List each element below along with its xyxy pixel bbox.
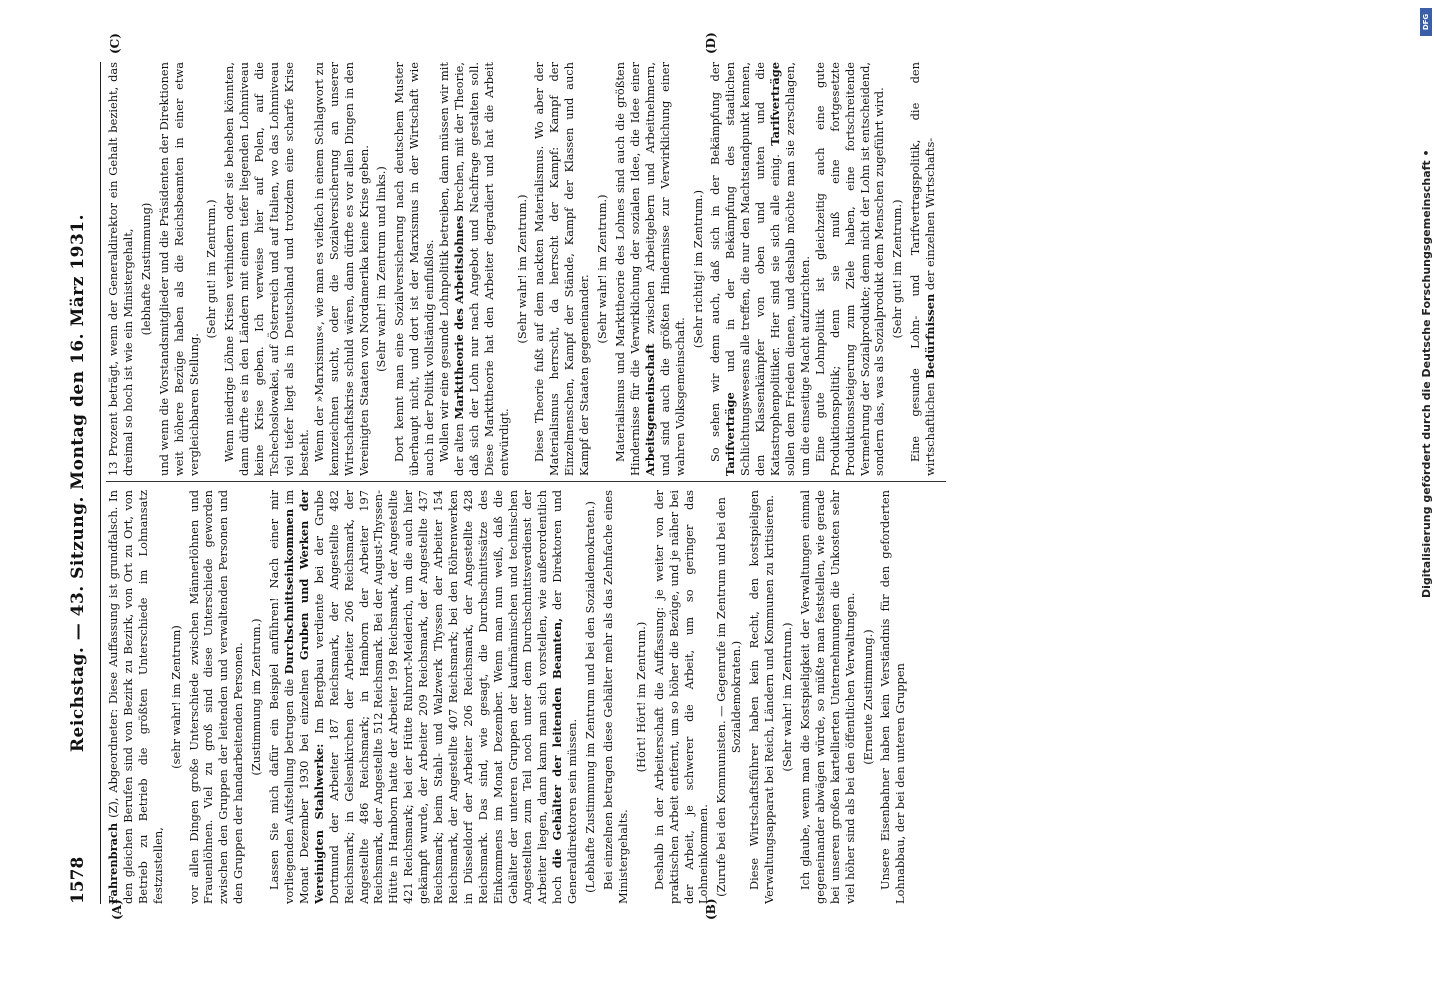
paragraph: Ich glaube, wenn man die Kostspieligkeit der Verwaltungen einmal gegeneinander abwägen würde, so müßte man feststellen, wie gerade bei unseren großen kartellierten Unternehmungen die Unkosten sehr viel höher sind als bei den öffentlichen Verwaltungen. [797,490,857,904]
paragraph-text: und in der Bekämpfung des staatlichen Schlichtungswesens alle treffen, die nur den Machtstandpunkt kennen, den Klassenkämpfer von oben und unten und die Katastrophenpolitiker. Hier sind sie sich alle einig. [723,62,783,476]
paragraph: vor allen Dingen große Unterschiede zwischen Männerlöhnen und Frauenlöhnen. Viel zu groß sind diese Unterschiede geworden zwischen den Gruppen der leitenden und verwaltenden Personen und den Gruppen der handarbeitenden Personen. [186,490,246,904]
interjection: (Sehr wahr! im Zentrum und links.) [374,166,389,372]
paragraph: Bei einzelnen betragen diese Gehälter mehr als das Zehnfache eines Ministergehalts. [601,490,630,904]
interjection: (Hört! Hört! im Zentrum.) [633,621,648,773]
paragraph-text: Lassen Sie mich dafür ein Beispiel anführen! Nach einer mir vorliegenden Aufstellung betrugen die [267,490,296,904]
paragraph-text: im Monat Dezember 1930 bei einzelnen [281,490,311,904]
paragraph [908,62,938,476]
paragraph-text: der Direktoren und Generaldirektoren sein müssen. [550,490,580,904]
interjection: (Zurufe bei den Kommunisten. — Gegenrufe im Zentrum und bei den Sozialdemokraten.) [714,497,744,897]
dfg-logo [1420,8,1432,36]
margin-marker-d: (D) [704,32,718,54]
interjection: (Sehr gut! im Zentrum.) [890,199,905,339]
interjection: (Sehr richtig! im Zentrum.) [690,189,705,349]
interjection: (lebhafte Zustimmung) [138,202,153,336]
page-title: Reichstag. — 43. Sitzung. Montag den 16. März 1931. [68,213,88,753]
digitization-credit: Digitalisierung gefördert durch die Deutsche Forschungsgemeinschaft • [1420,149,1433,598]
interjection: (Erneute Zustimmung.) [860,629,875,765]
interjection: (Sehr wahr! im Zentrum.) [595,194,610,344]
margin-marker-b: (B) [704,898,718,920]
paragraph: und wenn die Vorstandsmitglieder und die Präsidenten der Direktionen weit höhere Bezüge haben als die Reichsbeamten in einer etwa vergleichbaren Stellung. [156,62,201,476]
paragraph: Diese Wirtschaftsführer haben kein Recht, den kostspieligen Verwaltungsapparat bei Reich, Ländern und Kommunen zu kritisieren. [747,490,777,904]
interjection: (Sehr wahr! im Zentrum.) [514,194,529,344]
paragraph: Wenn der »Marxismus«, wie man es vielfach in einem Schlagwort zu kennzeichnen sucht, oder die Sozialversicherung an unserer Wirtschaftskrise schuld wären, dann dürfte es vor allen Dingen in den Vereinigten Staaten von Nordamerika keine Krise geben. [311,62,371,476]
left-column [106,490,946,904]
page-header [66,62,101,904]
paragraph [613,62,688,476]
bold-term: Durchschnittseinkommen [281,508,296,675]
speaker-party: (Z), Abgeordneter: [106,708,120,818]
paragraph-text: So sehen wir denn auch, daß sich in der Bekämpfung der [708,62,723,462]
paragraph [106,490,166,904]
bold-term: Tarifverträge [723,392,738,476]
interjection: (Sehr gut! im Zentrum.) [204,199,219,339]
paragraph: Deshalb in der Arbeiterschaft die Auffassung: je weiter von der praktischen Arbeit entfernt, um so höher die Bezüge, und je näher bei der Arbeit, je schwerer die Arbeit, um so geringer das Lohneinkommen. [651,490,711,904]
paragraph-text: Diese Auffassung ist grundfalsch. In den gleichen Berufen sind von Bezirk zu Bezirk, von Ort zu Ort, von Betrieb zu Betrieb die größten Unterschiede im Lohnansatz festzustellen, [106,490,165,904]
paragraph-text: Materialismus und Markttheorie des Lohnes sind auch die größten Hindernisse für die Verwirklichung der sozialen Idee, die Idee einer [613,62,642,476]
paragraph: Eine gute Lohnpolitik ist gleichzeitig auch eine gute Produktionspolitik; denn sie muß eine fortgesetzte Produktionssteigerung zum Ziele haben, eine fortschreitende Vermehrung der Sozialprodukte; denn nicht der Lohn ist entscheidend, sondern das, was als Sozialprodukt dem Menschen zugeführt wird. [812,62,887,476]
dfg-logo-text: DFG [1422,13,1430,31]
interjection: (sehr wahr! im Zentrum) [168,625,183,769]
speaker-name: Fahrenbrach [106,822,120,904]
column-divider [106,481,946,482]
paragraph-text: Im Bergbau verdiente bei der Grube Dortmund der Arbeiter 187 Reichsmark, der Angestellte 482 Reichsmark; in Gelsenkirchen der Arbeiter 206 Reichsmark, der Angestellte 486 Reichsmark; in Hamborn der Arbeiter 197 Reichsmark, der Angestellte 512 Reichsmark. Bei der August-Thyssen-Hütte in Hamborn hatte der Arbeiter 199 Reichsmark, der Angestellte 421 Reichsmark; bei der Hütte Ruhrort-Meiderich, um die auch hier gekämpft wurde, der Arbeiter 209 Reichsmark, der Angestellte 437 Reichsmark; beim Stahl- und Walzwerk Thyssen der Arbeiter 154 Reichsmark, der Angestellte 407 Reichsmark; bei den Röhrenwerken in Düsseldorf der Arbeiter 206 Reichsmark, der Angestellte 428 Reichsmark. Das sind, wie gesagt, die Durchschnittssätze des Einkommens im Monat Dezember. Wenn man nun weiß, daß die Gehälter der unteren Gruppen der kaufmännischen und technischen Angestellten zum Teil noch unter dem Durchschnittsverdienst der Arbeiter liegen, dann kann man sich vorstellen, wie außerordentlich hoch [311,490,565,904]
paragraph-text: sollen dem Frieden dienen, und deshalb möchte man sie zerschlagen, um die einseitige Macht aufzurichten. [782,62,812,476]
paragraph-text: zwischen Arbeitgebern und Arbeitnehmern, und sind auch die größten Hindernisse zur Verwirklichung einer wahren Volksgemeinschaft. [642,62,687,476]
page-number: 1578 [68,856,88,904]
paragraph [708,62,812,476]
bold-term: Tarifverträge [768,62,783,146]
paragraph: Unsere Eisenbahner haben kein Verständnis für den geforderten Lohnabbau, der bei den unteren Gruppen [878,490,908,904]
interjection: (Lebhafte Zustimmung im Zentrum und bei den Sozialdemokraten.) [583,501,598,893]
interjection: (Sehr wahr! im Zentrum.) [779,622,794,772]
bold-term: Arbeitsgemeinschaft [642,343,657,476]
paragraph: Wenn niedrige Löhne Krisen verhindern oder sie beheben könnten, dann dürfte es in den Ländern mit einem tiefer liegenden Lohnniveau keine Krise geben. Ich verweise hier auf Polen, auf die Tschechoslowakei, auf Österreich und auf Italien, wo das Lohnniveau viel tiefer liegt als in Deutschland und trotzdem eine scharfe Krise besteht. [222,62,311,476]
paragraph: 13 Prozent beträgt, wenn der Generaldirektor ein Gehalt bezieht, das dreimal so hoch ist wie ein Ministergehalt, [106,62,135,476]
paragraph: Diese Theorie fußt auf dem nackten Materialismus. Wo aber der Materialismus herrscht, da herrscht der Kampf: Kampf der Einzelmenschen, Kampf der Stände, Kampf der Klassen und auch Kampf der Staaten gegeneinander. [532,62,592,476]
bold-term: Gruben und Werken der Vereinigten Stahlwerke: [296,490,326,904]
bold-term: Markttheorie des Arbeitslohnes [451,215,466,420]
paragraph-text: brechen, mit der Theorie, daß sich der Lohn nur nach Angebot und Nachfrage gestalten soll. Diese Markttheorie hat den Arbeiter degradiert und hat die Arbeit entwürdigt. [451,62,511,476]
margin-marker-a: (A) [110,899,124,920]
paragraph: Dort kennt man eine Sozialversicherung nach deutschem Muster überhaupt nicht, und dort ist der Marxismus in der Wirtschaft wie auch in der Politik vollständig einflußlos. [392,62,437,476]
paragraph [437,62,512,476]
paragraph-text: der einzelnen Wirtschafts- [923,137,938,291]
margin-marker-c: (C) [108,33,122,54]
right-column [106,62,946,476]
paragraph [267,490,580,904]
paragraph-text: Wollen wir eine gesunde Lohnpolitik betreiben, dann müssen wir mit der alten [437,62,466,476]
paragraph-text: Eine gesunde Lohn- und Tarifvertragspolitik, die den wirtschaftlichen [908,62,938,476]
digitization-sidebar [1390,8,1433,998]
bold-term: die Gehälter der leitenden Beamten, [550,617,565,869]
bold-term: Bedürfnissen [923,293,938,379]
interjection: (Zustimmung im Zentrum.) [249,618,264,776]
